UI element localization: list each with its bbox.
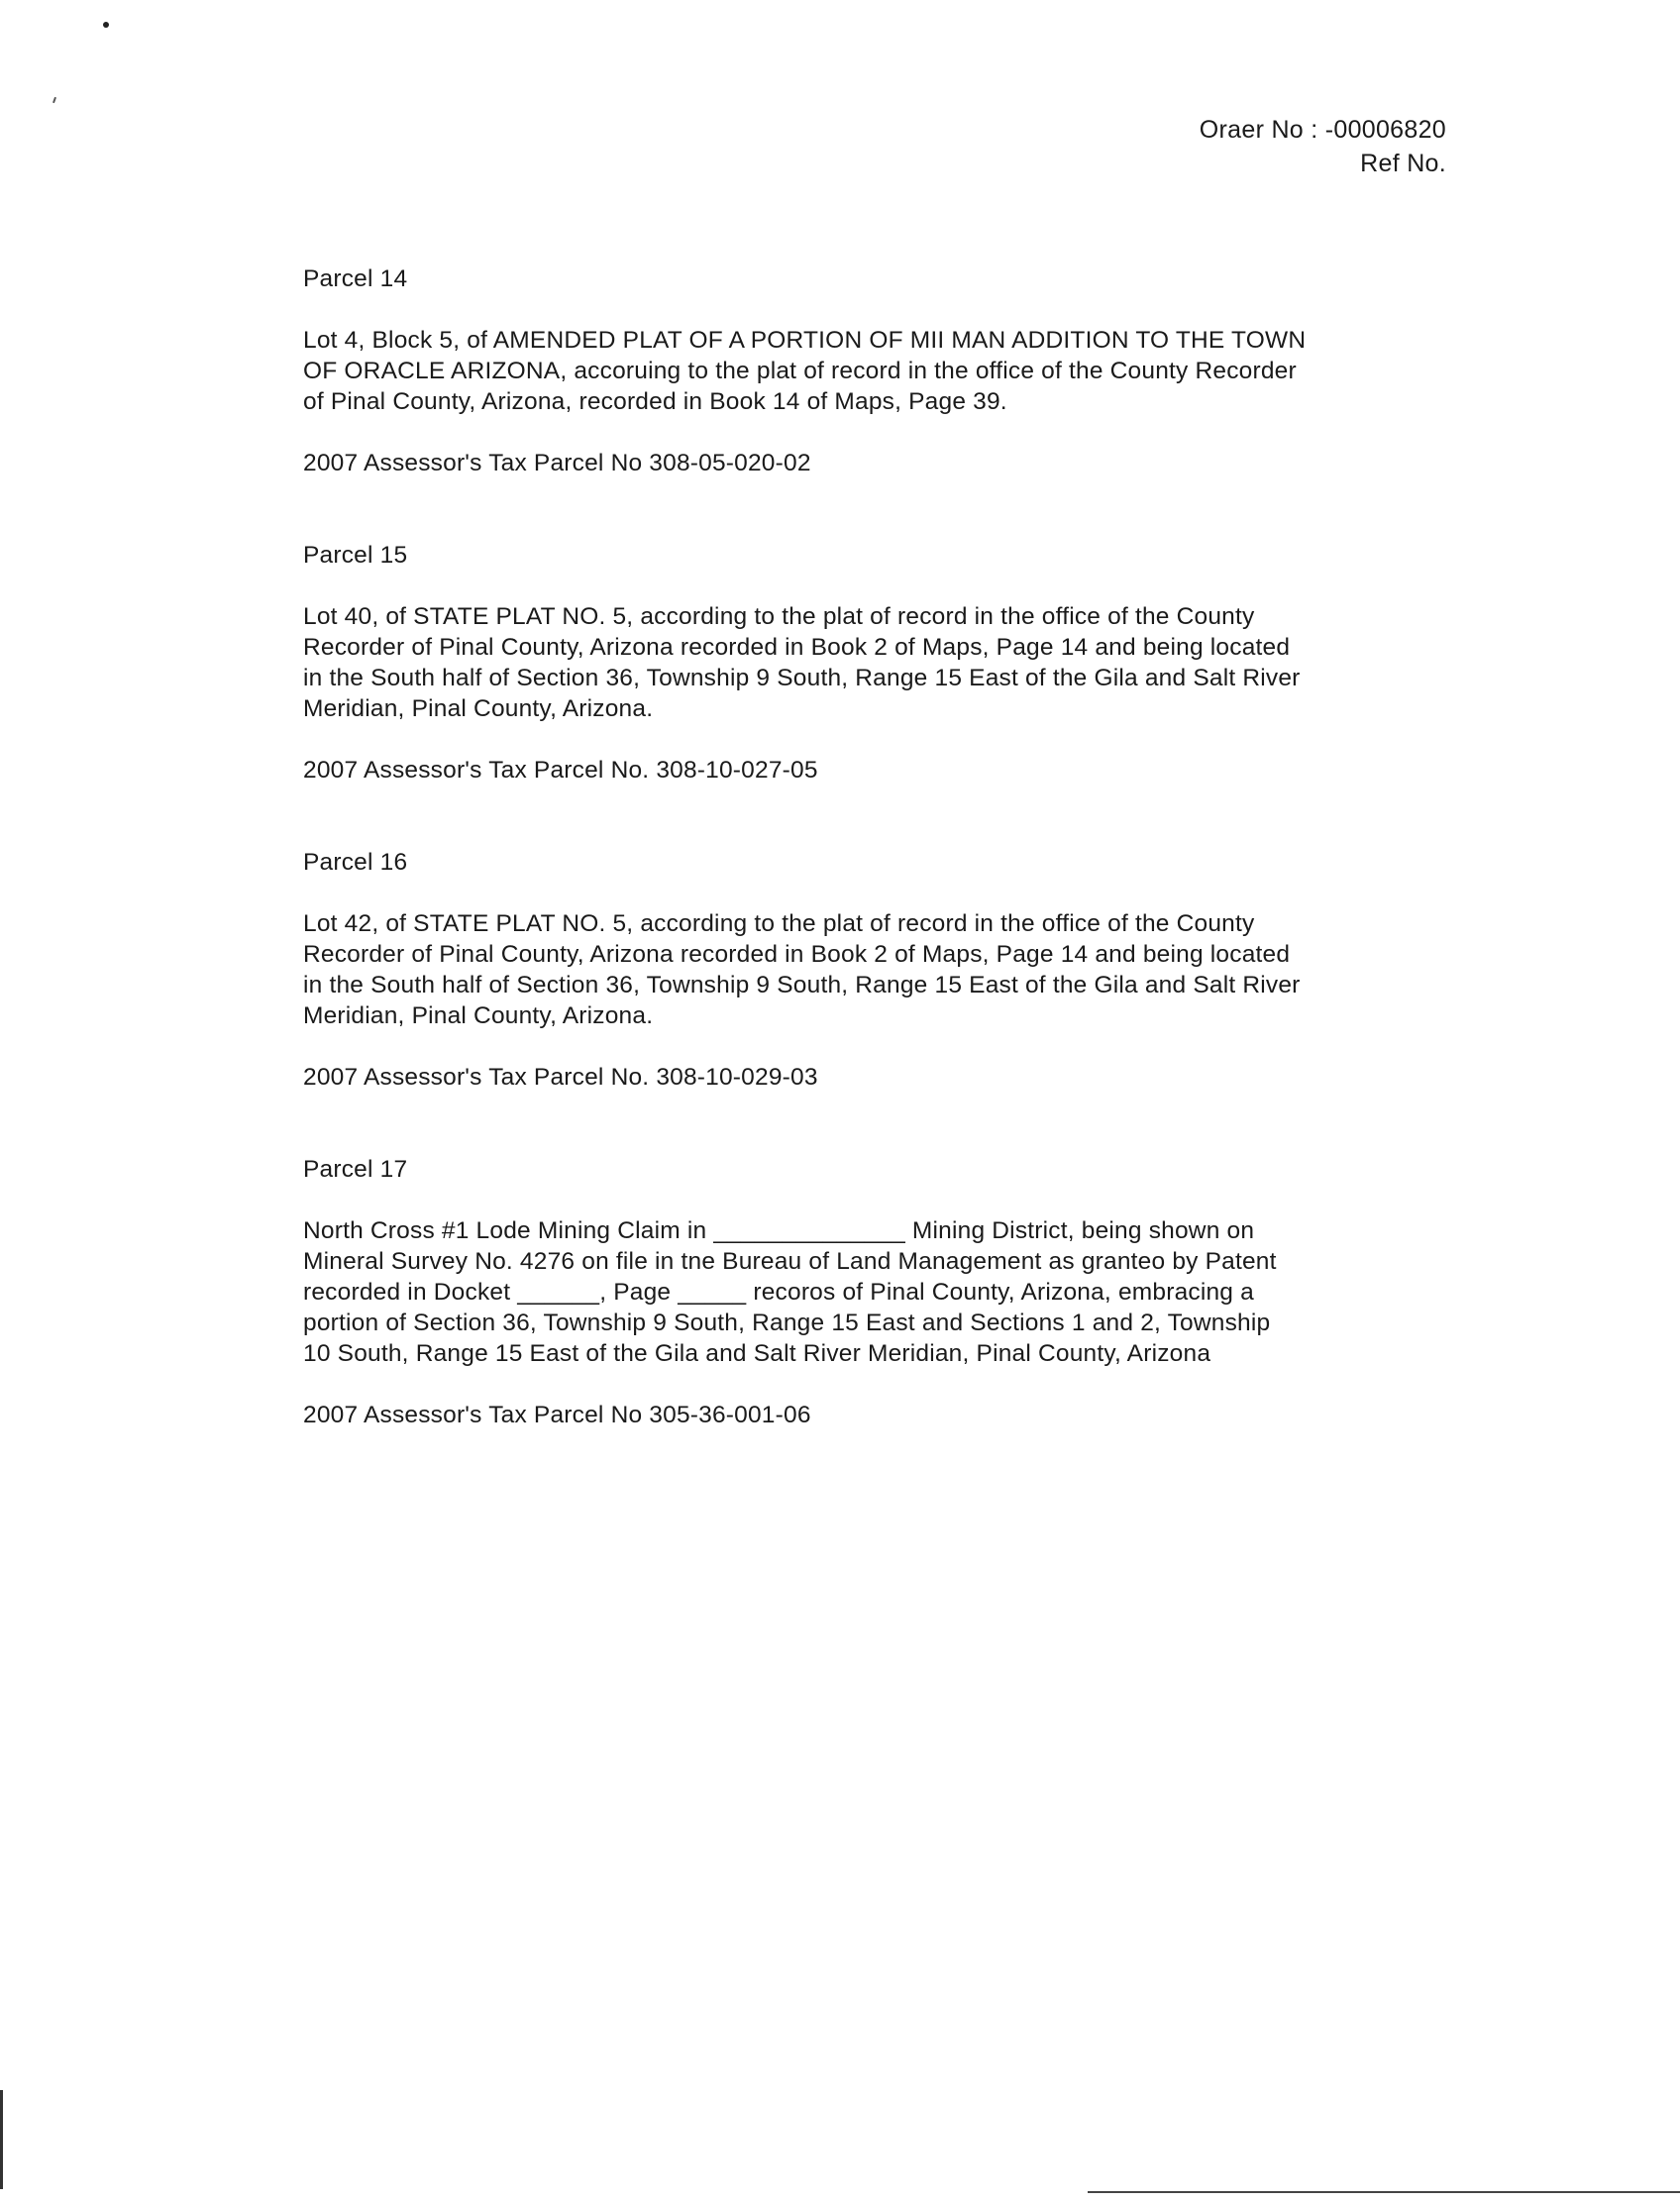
scan-mark [52, 97, 56, 103]
parcel-tax-number: 2007 Assessor's Tax Parcel No. 308-10-027-05 [303, 757, 818, 784]
parcel-legal-description: Lot 42, of STATE PLAT NO. 5, according to the plat of record in the office of the County Recorder of Pinal County, Arizona recorded in Book 2 of Maps, Page 14 and being located in the South half of Section 36, Township 9 South, Range 15 East of the Gila and Salt River Meridian, Pinal County, Arizona. [303, 910, 1301, 1029]
footer-rule [1088, 2191, 1680, 2193]
parcel-title: Parcel 14 [303, 265, 408, 292]
document-header [1200, 113, 1446, 180]
parcel-15 [303, 540, 1442, 786]
order-number: Oraer No : -00006820 [1199, 116, 1446, 144]
scan-speck [103, 22, 109, 28]
parcel-tax-number: 2007 Assessor's Tax Parcel No 308-05-020-02 [303, 450, 811, 476]
parcel-list [303, 263, 1442, 1492]
parcel-legal-description: Lot 4, Block 5, of AMENDED PLAT OF A PORTION OF MII MAN ADDITION TO THE TOWN OF ORACLE ARIZONA, accoruing to the plat of record in the office of the County Recorder of Pinal County, Arizona, recorded in Book 14 of Maps, Page 39. [303, 327, 1307, 415]
parcel-17 [303, 1154, 1442, 1430]
parcel-legal-description: Lot 40, of STATE PLAT NO. 5, according to the plat of record in the office of the County Recorder of Pinal County, Arizona recorded in Book 2 of Maps, Page 14 and being located in the South half of Section 36, Township 9 South, Range 15 East of the Gila and Salt River Meridian, Pinal County, Arizona. [303, 603, 1301, 722]
parcel-14 [303, 263, 1442, 478]
ref-number: Ref No. [1360, 150, 1446, 177]
parcel-title: Parcel 16 [303, 849, 408, 876]
parcel-tax-number: 2007 Assessor's Tax Parcel No 305-36-001-06 [303, 1402, 811, 1428]
parcel-legal-description: North Cross #1 Lode Mining Claim in ______________ Mining District, being shown on Mineral Survey No. 4276 on file in tne Bureau of Land Management as granteo by Patent recorded in Docket ______, Page _____ recoros of Pinal County, Arizona, embracing a portion of Section 36, Township 9 South, Range 15 East and Sections 1 and 2, Township 10 South, Range 15 East of the Gila and Salt River Meridian, Pinal County, Arizona [303, 1217, 1277, 1367]
parcel-tax-number: 2007 Assessor's Tax Parcel No. 308-10-029-03 [303, 1064, 818, 1091]
parcel-title: Parcel 17 [303, 1156, 408, 1183]
parcel-title: Parcel 15 [303, 542, 408, 569]
parcel-16 [303, 847, 1442, 1093]
scan-edge-line [0, 2090, 3, 2189]
